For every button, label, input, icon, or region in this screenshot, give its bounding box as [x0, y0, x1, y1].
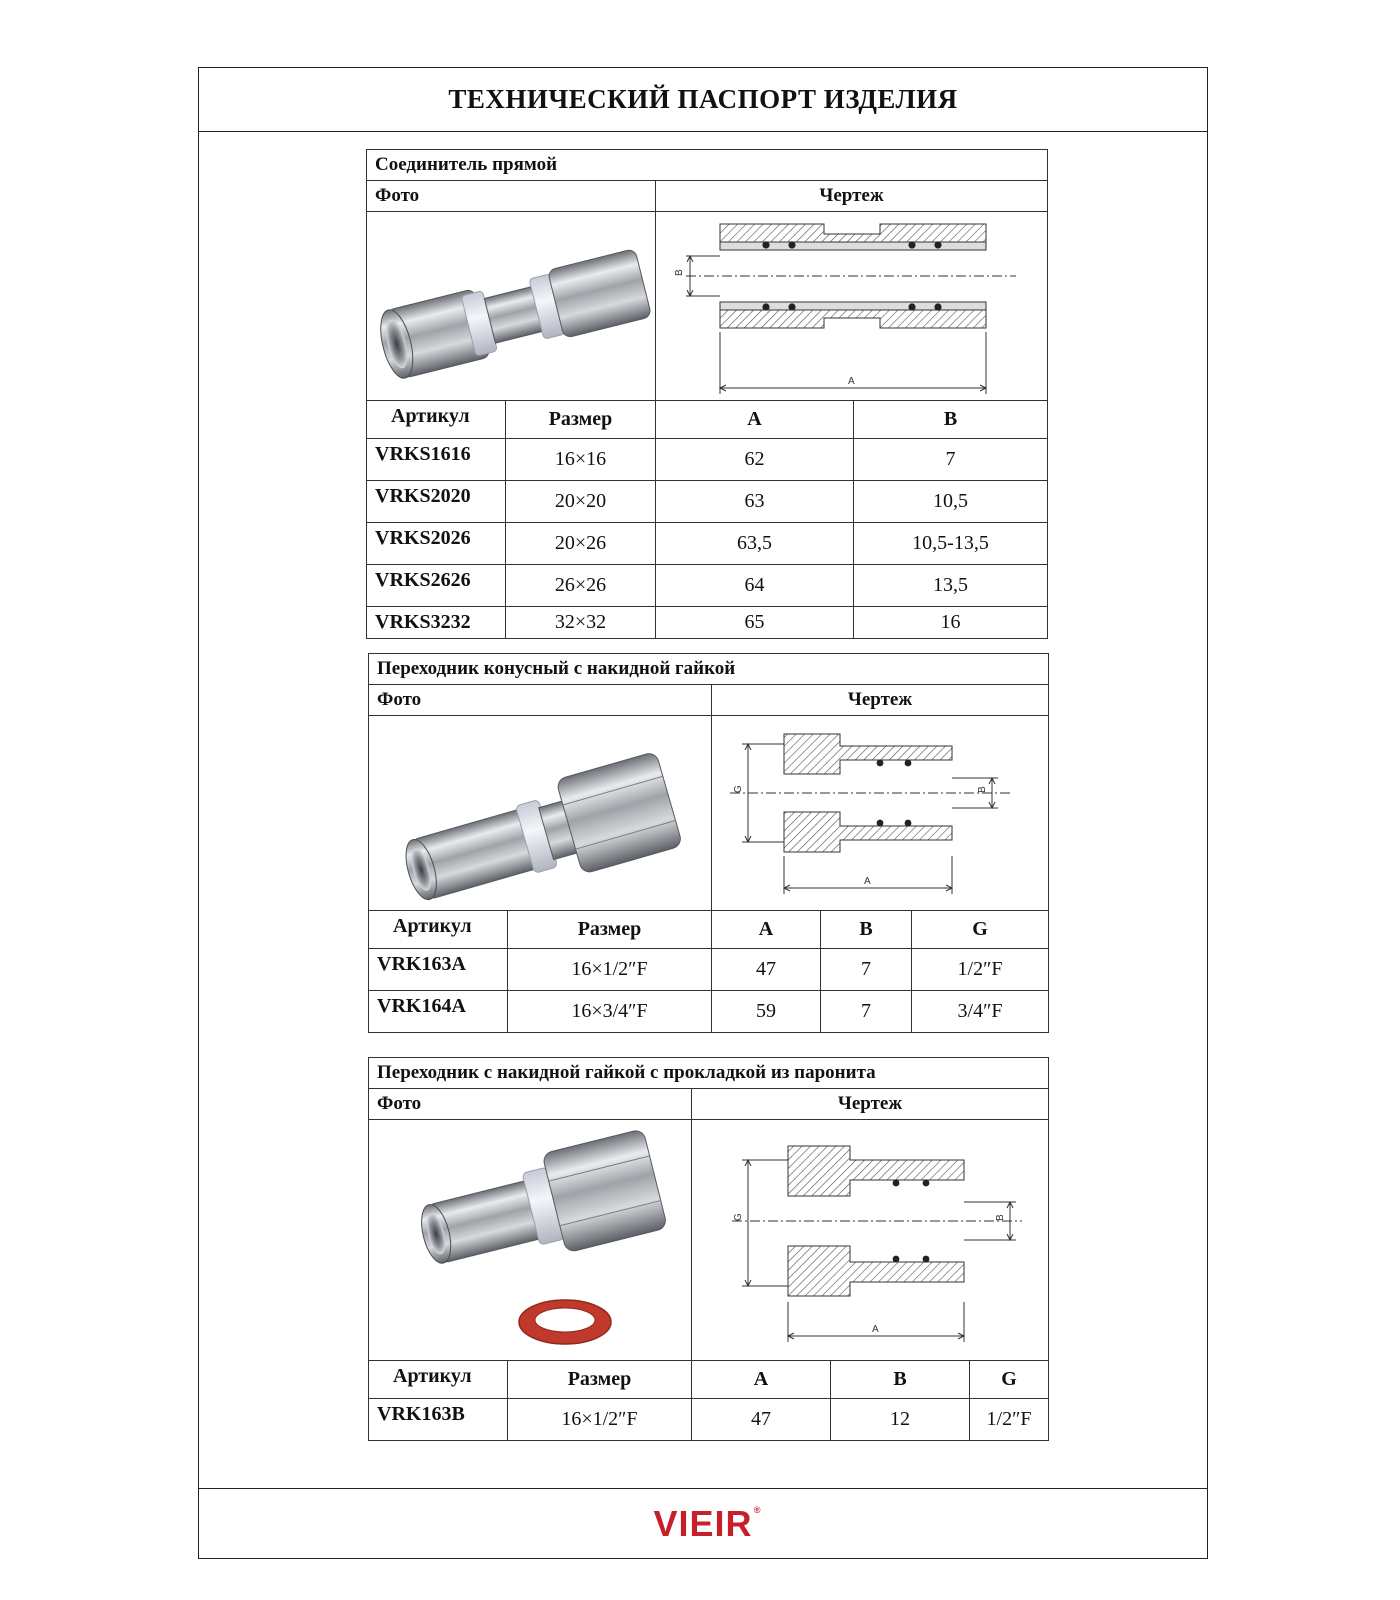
gasket-adapter-photo	[369, 1120, 692, 1360]
article-cell: VRKS3232	[367, 607, 506, 639]
cone-adapter-photo	[369, 716, 712, 910]
article-cell: VRK163A	[369, 949, 508, 991]
b-cell: 10,5-13,5	[854, 523, 1048, 565]
straight-coupling-drawing	[656, 212, 1048, 400]
column-header-size: Размер	[508, 911, 712, 949]
drawing-label: Чертеж	[712, 685, 1049, 716]
article-cell: VRKS2026	[367, 523, 506, 565]
size-cell: 16×16	[506, 439, 656, 481]
size-cell: 32×32	[506, 607, 656, 639]
photo-cell	[369, 716, 712, 911]
size-cell: 16×1/2″F	[508, 949, 712, 991]
article-cell: VRKS2626	[367, 565, 506, 607]
dim-b-label: B	[674, 269, 685, 276]
column-header-b: B	[821, 911, 912, 949]
g-cell: 1/2″F	[970, 1399, 1049, 1441]
table-row	[369, 1399, 1049, 1441]
paronite-gasket	[519, 1300, 611, 1344]
a-cell: 47	[692, 1399, 831, 1441]
size-cell: 16×3/4″F	[508, 991, 712, 1033]
g-cell: 1/2″F	[912, 949, 1049, 991]
photo-label: Фото	[369, 685, 712, 716]
column-header-article: Артикул	[369, 1361, 508, 1399]
drawing-cell	[656, 212, 1048, 401]
g-cell: 3/4″F	[912, 991, 1049, 1033]
drawing-label: Чертеж	[656, 181, 1048, 212]
b-cell: 10,5	[854, 481, 1048, 523]
table-row	[369, 991, 1049, 1033]
table-row	[367, 523, 1048, 565]
section-title: Переходник конусный с накидной гайкой	[369, 654, 1049, 685]
photo-label: Фото	[367, 181, 656, 212]
column-header-a: A	[656, 401, 854, 439]
b-cell: 12	[831, 1399, 970, 1441]
section-gasket-adapter	[368, 1057, 1049, 1441]
a-cell: 63,5	[656, 523, 854, 565]
column-header-b: B	[831, 1361, 970, 1399]
article-cell: VRKS1616	[367, 439, 506, 481]
b-cell: 7	[821, 991, 912, 1033]
size-cell: 20×26	[506, 523, 656, 565]
brand-logo-text: VIEIR	[653, 1502, 753, 1544]
photo-label: Фото	[369, 1089, 692, 1120]
a-cell: 63	[656, 481, 854, 523]
column-header-article: Артикул	[367, 401, 506, 439]
drawing-cell	[712, 716, 1049, 911]
page-title: ТЕХНИЧЕСКИЙ ПАСПОРТ ИЗДЕЛИЯ	[199, 68, 1207, 132]
drawing-label: Чертеж	[692, 1089, 1049, 1120]
size-cell: 16×1/2″F	[508, 1399, 692, 1441]
page-footer	[199, 1488, 1207, 1558]
section-title: Соединитель прямой	[367, 150, 1048, 181]
dim-b-label: B	[995, 1214, 1006, 1221]
dim-a-label: A	[848, 376, 855, 387]
dim-g-label: G	[733, 1213, 744, 1221]
article-cell: VRK163B	[369, 1399, 508, 1441]
straight-coupling-photo	[367, 212, 656, 400]
drawing-cell	[692, 1120, 1049, 1361]
a-cell: 65	[656, 607, 854, 639]
column-header-b: B	[854, 401, 1048, 439]
column-header-g: G	[912, 911, 1049, 949]
article-cell: VRK164A	[369, 991, 508, 1033]
table-row	[367, 607, 1048, 639]
dim-a-label: A	[864, 876, 871, 887]
a-cell: 47	[712, 949, 821, 991]
section-title: Переходник с накидной гайкой с прокладкой из паронита	[369, 1058, 1049, 1089]
photo-cell	[367, 212, 656, 401]
section-straight-coupling	[366, 149, 1048, 639]
column-header-size: Размер	[506, 401, 656, 439]
article-cell: VRKS2020	[367, 481, 506, 523]
table-row	[369, 949, 1049, 991]
photo-cell	[369, 1120, 692, 1361]
dim-b-label: B	[977, 786, 988, 793]
a-cell: 59	[712, 991, 821, 1033]
b-cell: 7	[854, 439, 1048, 481]
column-header-g: G	[970, 1361, 1049, 1399]
column-header-a: A	[692, 1361, 831, 1399]
size-cell: 26×26	[506, 565, 656, 607]
b-cell: 7	[821, 949, 912, 991]
cone-adapter-drawing	[712, 716, 1049, 910]
dim-a-label: A	[872, 1324, 879, 1335]
dim-g-label: G	[733, 785, 744, 793]
column-header-size: Размер	[508, 1361, 692, 1399]
brand-logo	[653, 1502, 762, 1545]
column-header-a: A	[712, 911, 821, 949]
table-row	[367, 481, 1048, 523]
gasket-adapter-drawing	[692, 1120, 1049, 1360]
a-cell: 62	[656, 439, 854, 481]
table-row	[367, 565, 1048, 607]
b-cell: 13,5	[854, 565, 1048, 607]
size-cell: 20×20	[506, 481, 656, 523]
a-cell: 64	[656, 565, 854, 607]
table-row	[367, 439, 1048, 481]
column-header-article: Артикул	[369, 911, 508, 949]
section-cone-adapter	[368, 653, 1049, 1033]
registered-mark: ®	[753, 1504, 762, 1515]
b-cell: 16	[854, 607, 1048, 639]
